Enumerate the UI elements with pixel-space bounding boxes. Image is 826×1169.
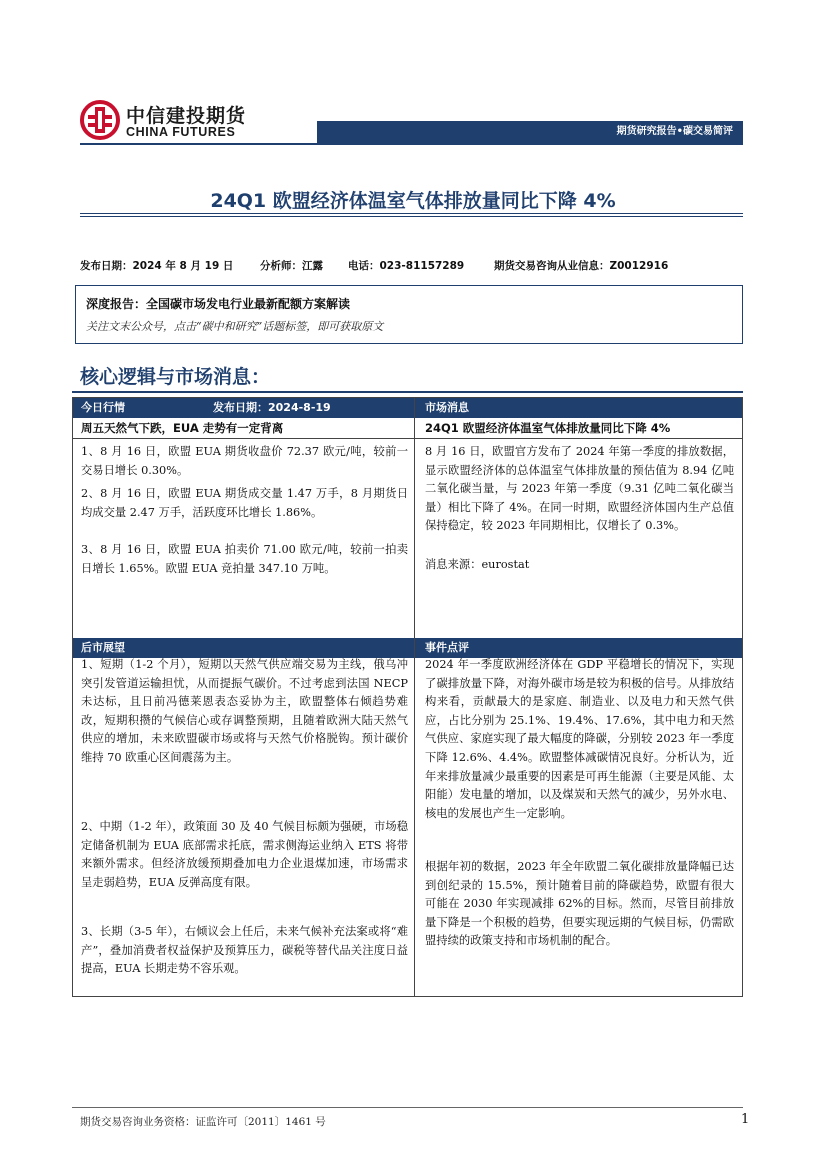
section-divider <box>72 391 743 393</box>
footer-license: 期货交易咨询业务资格：证监许可〔2011〕1461 号 <box>80 1116 326 1128</box>
brand-name-en: CHINA FUTURES <box>126 125 236 139</box>
today-para-2: 2、8 月 16 日，欧盟 EUA 期货成交量 1.47 万手，8 月期货日均成交量 2.47 万手，活跃度环比增长 1.86%。 <box>81 487 408 519</box>
deep-report-title: 深度报告：全国碳市场发电行业最新配额方案解读 <box>86 297 351 311</box>
header-bar <box>317 121 743 143</box>
deep-report-hint: 关注文末公众号，点击“碳中和研究”话题标签，即可获取原文 <box>86 320 384 333</box>
publish-date: 发布日期：2024 年 8 月 19 日 <box>80 260 234 272</box>
brand-name-cn: 中信建投期货 <box>126 105 247 127</box>
section-heading: 核心逻辑与市场消息： <box>80 366 271 388</box>
phone: 电话：023-81157289 <box>348 260 465 272</box>
footer-divider <box>72 1107 743 1108</box>
today-header <box>73 398 414 418</box>
outlook-header <box>73 638 414 658</box>
outlook-para-2: 2、中期（1-2 年），政策面 30 及 40 气候目标颇为强硬，市场稳定储备机制为 EUA 底部需求托底，需求侧海运业纳入 ETS 将带来额外需求。但经济放缓预期叠加电力企业退煤加速，市场需求呈走弱趋势，EUA 反弹高度有限。 <box>81 820 408 889</box>
market-table <box>72 397 743 997</box>
column-divider <box>414 398 415 996</box>
outlook-para-3: 3、长期（3-5 年），右倾议会上任后，未来气候补充法案或将“难产”，叠加消费者权益保护及预算压力，碳税等替代品关注度日益提高，EUA 长期走势不容乐观。 <box>81 925 408 976</box>
row-divider <box>73 438 742 439</box>
today-header-label: 今日行情 <box>81 401 125 414</box>
news-header <box>415 398 742 418</box>
license-info: 期货交易咨询从业信息：Z0012916 <box>494 260 669 272</box>
page-number: 1 <box>741 1112 750 1127</box>
outlook-header-label: 后市展望 <box>81 641 125 654</box>
report-type-tag: 期货研究报告•碳交易简评 <box>616 126 733 137</box>
today-para-3: 3、8 月 16 日，欧盟 EUA 拍卖价 71.00 欧元/吨，较前一拍卖日增长 1.65%。欧盟 EUA 竞拍量 347.10 万吨。 <box>81 543 408 575</box>
review-header <box>415 638 742 658</box>
review-para-1: 2024 年一季度欧洲经济体在 GDP 平稳增长的情况下，实现了碳排放量下降，对海外碳市场是较为积极的信号。从排放结构来看，贡献最大的是家庭、制造业、以及电力和天然气供应，占比分别为 25.1%、19.4%、17.6%，其中电力和天然气供应、家庭实现了最大幅度的降碳，分别较 2023 年一季度下降 12.6%、4.4%。欧盟整体减碳情况良好。分析认为，近年来排放量减少最重要的因素是可再生能源（主要是风能、太阳能）发电量的增加，以及煤炭和天然气的减少，另外水电、核电的发展也产生一定影响。 <box>425 658 734 820</box>
deep-report-box[interactable] <box>75 285 743 344</box>
outlook-para-1: 1、短期（1-2 个月），短期以天然气供应端交易为主线，俄乌冲突引发管道运输担忧，从而提振气碳价。不过考虑到法国 NECP 未达标，且日前冯德莱恩表态妥协为主，欧盟整体右倾趋势难改，短期积攒的气候信心或存调整预期，且随着欧洲大陆天然气供应的增加，未来欧盟碳市场或将与天然气价格脱钩。预计碳价维持 70 欧重心区间震荡为主。 <box>81 658 408 764</box>
analyst: 分析师：江露 <box>260 260 323 272</box>
report-title: 24Q1 欧盟经济体温室气体排放量同比下降 4% <box>210 190 616 212</box>
today-header-date: 发布日期：2024-8-19 <box>213 401 331 414</box>
china-futures-logo <box>80 100 120 140</box>
today-subtitle: 周五天然气下跌，EUA 走势有一定背离 <box>81 421 284 435</box>
news-header-label: 市场消息 <box>425 401 469 414</box>
review-header-label: 事件点评 <box>425 641 469 654</box>
title-divider-bottom <box>80 216 743 217</box>
news-para-1: 8 月 16 日，欧盟官方发布了 2024 年第一季度的排放数据，显示欧盟经济体的总体温室气体排放量的预估值为 8.94 亿吨二氧化碳当量，与 2023 年第一季度（9.31 亿吨二氧化碳当量）相比下降了 4%。在同一时期，欧盟经济体国内生产总值保持稳定，较 2023 年同期相比，仅增长了 0.3%。 <box>425 445 734 533</box>
news-subtitle: 24Q1 欧盟经济体温室气体排放量同比下降 4% <box>425 421 671 435</box>
today-para-1: 1、8 月 16 日，欧盟 EUA 期货收盘价 72.37 欧元/吨，较前一交易日增长 0.30%。 <box>81 445 408 477</box>
header-divider <box>80 143 743 145</box>
title-divider-top <box>80 213 743 214</box>
news-source: 消息来源：eurostat <box>425 558 530 571</box>
review-para-2: 根据年初的数据，2023 年全年欧盟二氧化碳排放量降幅已达到创纪录的 15.5%，预计随着目前的降碳趋势，欧盟有很大可能在 2030 年实现减排 62%的目标。然而，尽管目前排放量下降是一个积极的趋势，但要实现远期的气候目标，仍需欧盟持续的政策支持和市场机制的配合。 <box>425 860 734 948</box>
